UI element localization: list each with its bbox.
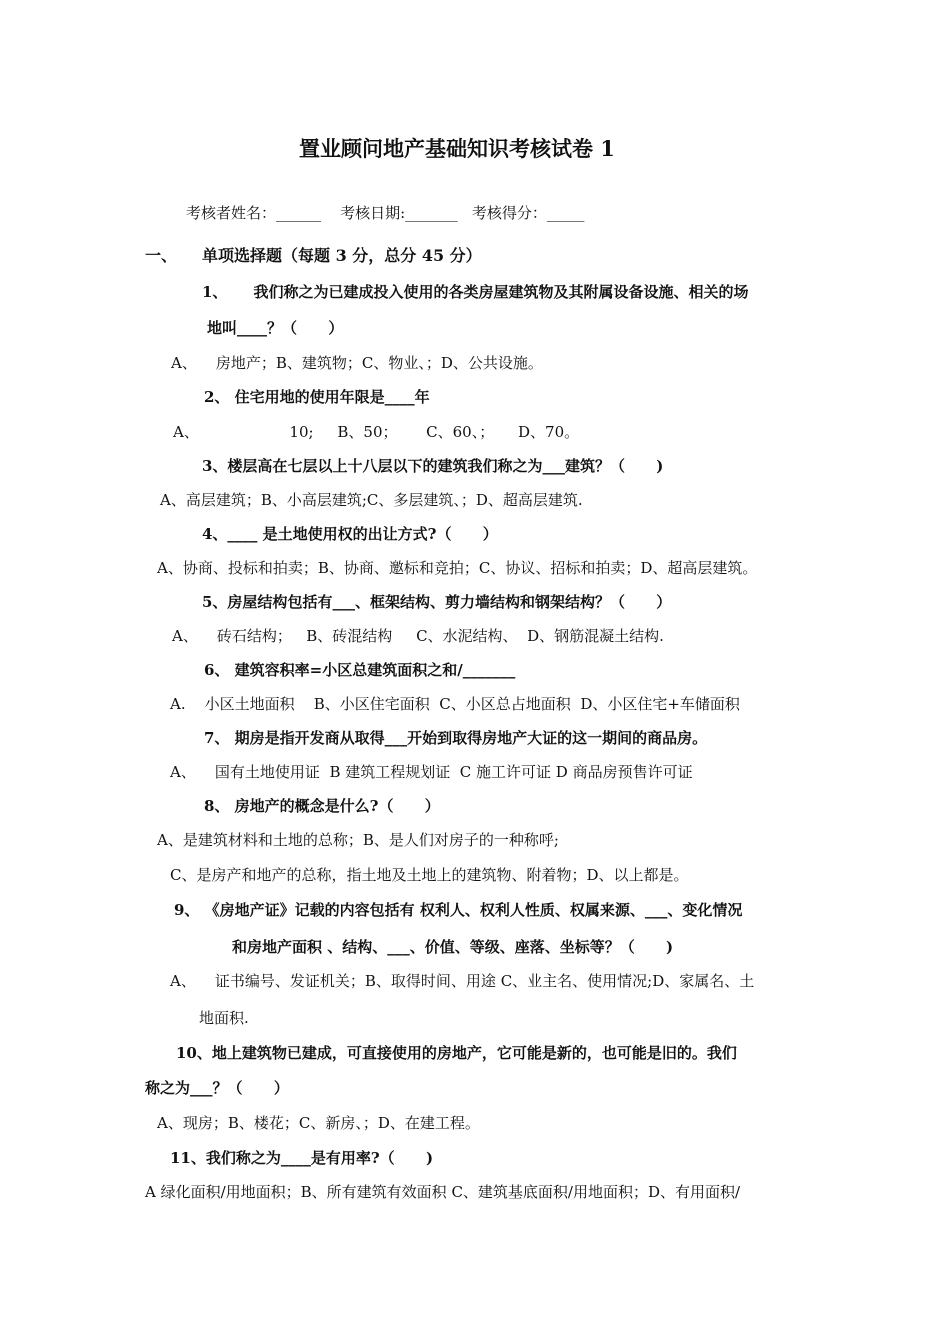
question-2-options: A、 10; B、50； C、60、； D、70。 — [173, 423, 580, 441]
question-9-stem: 9、 《房地产证》记载的内容包括有 权利人、权利人性质、权属来源、___、变化情况 — [174, 901, 743, 919]
question-1-options: A、 房地产；B、建筑物；C、物业、；D、公共设施。 — [171, 354, 543, 372]
section-number: 一、 — [145, 246, 178, 265]
question-8-options-line1: A、是建筑材料和土地的总称；B、是人们对房子的一种称呼; — [157, 831, 559, 849]
question-8-stem: 8、 房地产的概念是什么?（ ） — [204, 797, 440, 815]
question-9-options-line1: A、 证书编号、发证机关；B、取得时间、用途 C、业主名、使用情况;D、家属名、土 — [170, 972, 755, 990]
question-11-options: A 绿化面积/用地面积；B、所有建筑有效面积 C、建筑基底面积/用地面积；D、有用面积/ — [145, 1183, 741, 1201]
question-9-stem-cont: 和房地产面积 、结构、___、价值、等级、座落、坐标等？（ ) — [232, 938, 674, 956]
section-heading: 单项选择题（每题 3 分，总分 45 分） — [202, 246, 482, 265]
question-11-stem: 11、我们称之为____是有用率?（ ) — [170, 1149, 434, 1167]
question-10-stem-cont: 称之为___？（ ） — [145, 1079, 289, 1097]
question-3-options: A、高层建筑；B、小高层建筑;C、多层建筑、；D、超高层建筑. — [160, 491, 583, 509]
question-9-options-line2: 地面积. — [199, 1009, 249, 1027]
question-7-options: A、 国有土地使用证 B 建筑工程规划证 C 施工许可证 D 商品房预售许可证 — [170, 763, 693, 781]
question-10-options: A、现房；B、楼花；C、新房、；D、在建工程。 — [157, 1114, 480, 1132]
question-1-stem-cont: 地叫____？（ ） — [207, 319, 344, 337]
question-5-stem: 5、房屋结构包括有___、框架结构、剪力墙结构和钢架结构？（ ） — [202, 593, 672, 611]
question-4-stem: 4、____ 是土地使用权的出让方式?（ ） — [202, 525, 498, 543]
question-6-stem: 6、 建筑容积率=小区总建筑面积之和/_______ — [204, 661, 516, 679]
question-10-stem: 10、地上建筑物已建成，可直接使用的房地产，它可能是新的，也可能是旧的。我们 — [176, 1044, 737, 1062]
question-5-options: A、 砖石结构； B、砖混结构 C、水泥结构、 D、钢筋混凝土结构. — [172, 627, 664, 645]
question-6-options: A. 小区土地面积 B、小区住宅面积 C、小区总占地面积 D、小区住宅+车储面积 — [170, 695, 740, 713]
page-title: 置业顾问地产基础知识考核试卷 1 — [299, 136, 615, 161]
question-1-stem: 1、 我们称之为已建成投入使用的各类房屋建筑物及其附属设备设施、相关的场 — [202, 283, 749, 301]
question-3-stem: 3、楼层高在七层以上十八层以下的建筑我们称之为___建筑？（ ) — [202, 457, 664, 475]
question-4-options: A、协商、投标和拍卖；B、协商、邀标和竞拍；C、协议、招标和拍卖；D、超高层建筑。 — [157, 559, 758, 577]
question-8-options-line2: C、是房产和地产的总称，指土地及土地上的建筑物、附着物；D、以上都是。 — [170, 866, 689, 884]
header-fields: 考核者姓名：______ 考核日期:_______ 考核得分：_____ — [186, 204, 585, 222]
question-2-stem: 2、 住宅用地的使用年限是____年 — [204, 388, 430, 406]
question-7-stem: 7、 期房是指开发商从取得___开始到取得房地产大证的这一期间的商品房。 — [204, 729, 708, 747]
